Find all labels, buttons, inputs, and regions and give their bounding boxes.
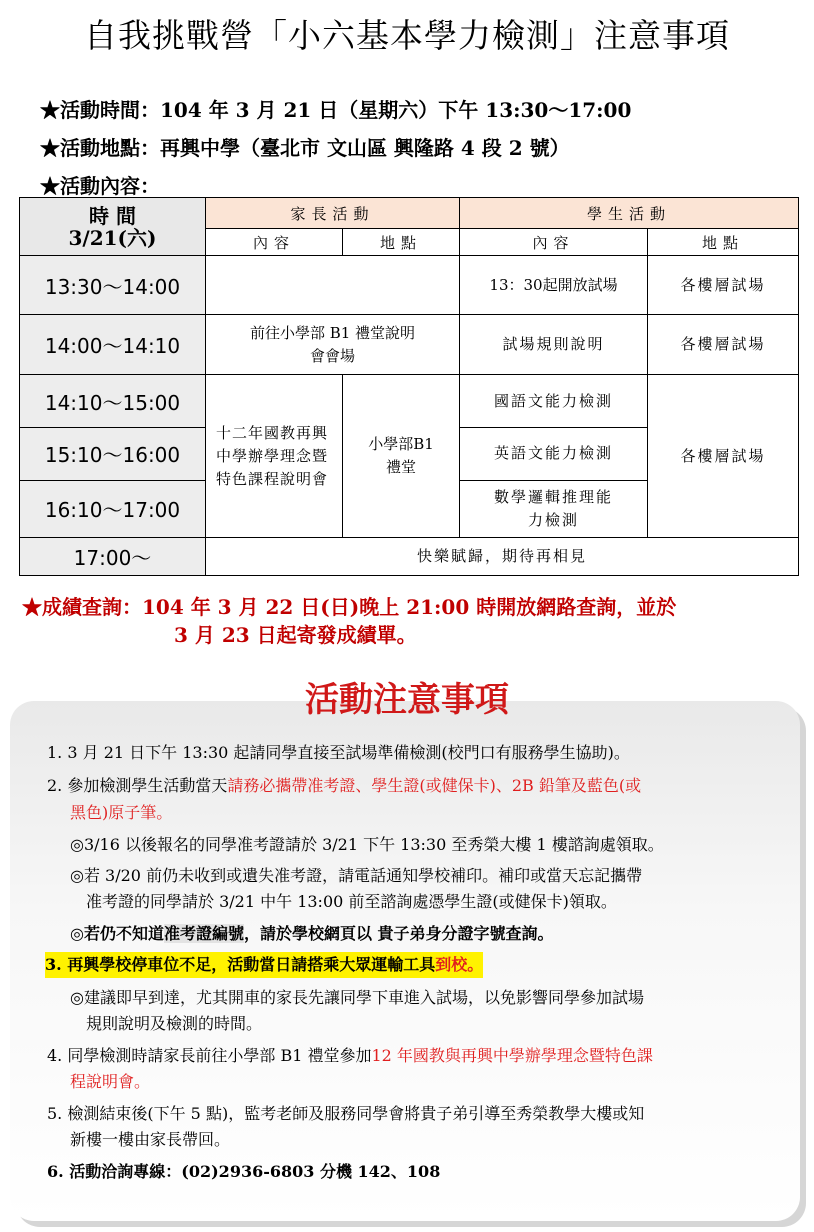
notes-title: 活動注意事項: [305, 680, 509, 720]
note-3-text: 3. 再興學校停車位不足，活動當日請搭乘大眾運輸工具: [45, 955, 436, 974]
parents-activity-header: 家長活動: [206, 198, 460, 229]
student-english-test: 英語文能力檢測: [460, 427, 648, 480]
activity-place: ★活動地點：再興中學（臺北市 文山區 興隆路 4 段 2 號）: [40, 136, 570, 160]
note-5-line-2: 新樓一樓由家長帶回。: [70, 1130, 231, 1149]
note-4-line-2: 程說明會。: [70, 1072, 151, 1091]
note-4-line-1: [47, 1043, 653, 1069]
student-place-3: 各樓層試場: [648, 375, 799, 537]
parent-briefing-content: [206, 375, 343, 537]
students-activity-header: 學生活動: [460, 198, 799, 229]
note-2-sub-3-a: ◎若仍不知道: [70, 924, 164, 943]
time-slot-1: 13:30～14:00: [20, 256, 206, 315]
parent-briefing-place: [343, 375, 460, 537]
time-slot-2: 14:00～14:10: [20, 315, 206, 375]
note-5-line-1: 5. 檢測結束後(下午 5 點)，監考老師及服務同學會將貴子弟引導至秀榮教學大樓或知: [47, 1104, 645, 1123]
note-2-sub-1: ◎3/16 以後報名的同學准考證請於 3/21 下午 13:30 至秀榮大樓 1 樓諮詢處領取。: [70, 835, 664, 854]
closing-row: 快樂賦歸，期待再相見: [206, 537, 799, 575]
note-2-sub-3: [70, 921, 554, 947]
student-place-1: 各樓層試場: [648, 256, 799, 315]
activity-time: ★活動時間：104 年 3 月 21 日（星期六）下午 13:30～17:00: [40, 98, 632, 122]
note-2-line-2: 黑色)原子筆。: [70, 803, 173, 822]
time-slot-6: 17:00～: [20, 537, 206, 575]
parent-briefing-place-text: 小學部B1 禮堂: [368, 435, 434, 477]
student-activity-rules: 試場規則說明: [460, 315, 648, 375]
parent-activity-go-text: 前往小學部 B1 禮堂說明會會場: [249, 323, 416, 365]
note-3-sub-1-line-1: ◎建議即早到達，尤其開車的家長先讓同學下車進入試場，以免影響同學參加試場: [70, 988, 644, 1007]
note-2-sub-3-c: ，請於學校網頁以 貴子弟身分證字號查詢。: [243, 924, 554, 943]
student-place-header: 地點: [648, 229, 799, 256]
note-2-prefix: 2. 參加檢測學生活動當天: [47, 776, 228, 795]
parent-briefing-text: 十二年國教再興中學辦學理念暨特色課程說明會: [216, 423, 329, 488]
time-header-label: 時 間: [89, 203, 136, 228]
note-2-sub-3-highlight: 准考證編號: [163, 924, 244, 943]
time-header: [20, 198, 206, 256]
results-line-2: 3 月 23 日起寄發成績單。: [174, 623, 417, 647]
note-3-red: 到校。: [435, 955, 484, 974]
student-activity-open-text: 13：30起開放試場: [489, 275, 618, 294]
note-2-sub-2-line-1: ◎若 3/20 前仍未收到或遺失准考證，請電話通知學校補印。補印或當天忘記攜帶: [70, 866, 643, 885]
note-3-sub-1-line-2: 規則說明及檢測的時間。: [86, 1014, 263, 1033]
note-1: 1. 3 月 21 日下午 13:30 起請同學直接至試場準備檢測(校門口有服務學生協助)。: [47, 743, 630, 762]
time-slot-4: 15:10～16:00: [20, 427, 206, 480]
student-chinese-test: 國語文能力檢測: [460, 375, 648, 427]
time-slot-3: 14:10～15:00: [20, 375, 206, 427]
note-4-prefix: 4. 同學檢測時請家長前往小學部 B1 禮堂參加: [47, 1046, 372, 1065]
activity-content-label: ★活動內容：: [40, 174, 160, 198]
student-math-test-text: 數學邏輯推理能力檢測: [494, 487, 614, 529]
student-activity-open: [460, 256, 648, 315]
parent-activity-go: [206, 315, 460, 375]
time-slot-5: 16:10～17:00: [20, 480, 206, 537]
note-4-red: 12 年國教與再興中學辦學理念暨特色課: [371, 1046, 653, 1065]
note-2-required-items: 請務必攜帶准考證、學生證(或健保卡)、2B 鉛筆及藍色(或: [227, 776, 642, 795]
note-3: [45, 952, 483, 978]
student-math-test: [460, 480, 648, 537]
page-title: 自我挑戰營「小六基本學力檢測」注意事項: [84, 16, 730, 55]
student-content-header: 內容: [460, 229, 648, 256]
results-line-1: ★成績查詢：104 年 3 月 22 日(日)晚上 21:00 時開放網路查詢，並於: [22, 595, 677, 619]
results-notice: [22, 593, 812, 649]
note-6-contact: 6. 活動洽詢專線：(02)2936-6803 分機 142、108: [47, 1162, 441, 1181]
parent-activity-empty: [206, 256, 460, 315]
student-place-2: 各樓層試場: [648, 315, 799, 375]
date-header-label: 3/21(六): [68, 225, 157, 250]
parent-content-header: 內容: [206, 229, 343, 256]
schedule-table: [19, 197, 799, 576]
note-2-line-1: [47, 773, 641, 799]
note-2-sub-2-line-2: 准考證的同學請於 3/21 中午 13:00 前至諮詢處憑學生證(或健保卡)領取。: [86, 892, 617, 911]
parent-place-header: 地點: [343, 229, 460, 256]
